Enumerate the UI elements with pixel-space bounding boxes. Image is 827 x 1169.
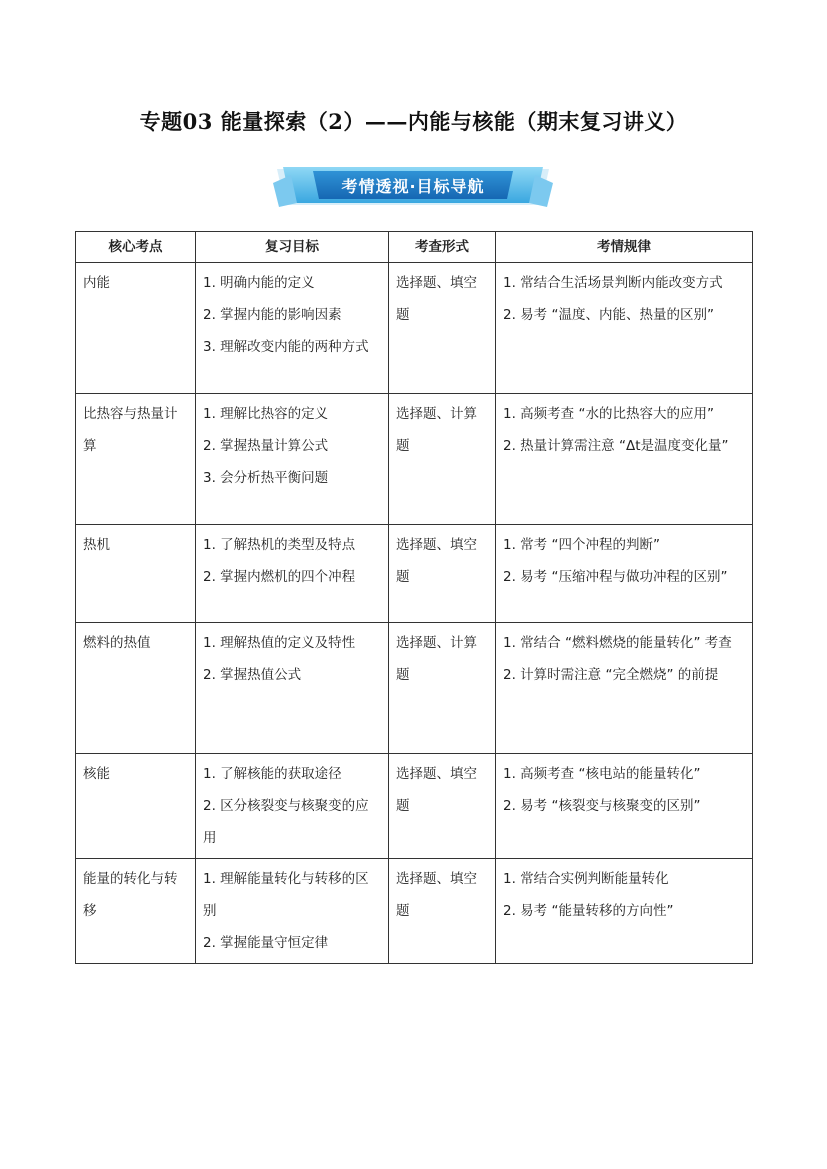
goals-cell: [196, 859, 389, 964]
table-row: [76, 394, 753, 525]
form-cell: 选择题、计算题: [389, 394, 496, 525]
goal-item: 3. 会分析热平衡问题: [203, 470, 329, 486]
header-patterns: 考情规律: [496, 232, 753, 263]
patterns-cell: [496, 263, 753, 394]
table-row: [76, 859, 753, 964]
section-banner: [273, 163, 553, 211]
goals-cell: [196, 263, 389, 394]
goals-cell: [196, 754, 389, 859]
header-topic: 核心考点: [76, 232, 196, 263]
table-row: [76, 623, 753, 754]
goal-item: 1. 了解热机的类型及特点: [203, 537, 356, 553]
table-row: [76, 263, 753, 394]
topic-cell: 能量的转化与转移: [76, 859, 196, 964]
pattern-item: 2. 易考 “能量转移的方向性”: [503, 903, 674, 919]
goal-item: 2. 掌握内能的影响因素: [203, 307, 342, 323]
pattern-item: 2. 易考 “温度、内能、热量的区别”: [503, 307, 714, 323]
patterns-cell: [496, 859, 753, 964]
table-row: [76, 525, 753, 623]
patterns-cell: [496, 623, 753, 754]
topic-cell: 比热容与热量计算: [76, 394, 196, 525]
goal-item: 1. 明确内能的定义: [203, 275, 315, 291]
pattern-item: 1. 常结合实例判断能量转化: [503, 871, 669, 887]
goal-item: 2. 掌握内燃机的四个冲程: [203, 569, 356, 585]
goal-item: 1. 理解热值的定义及特性: [203, 635, 356, 651]
goal-item: 1. 理解能量转化与转移的区别: [203, 871, 369, 919]
topic-cell: 内能: [76, 263, 196, 394]
topic-cell: 核能: [76, 754, 196, 859]
pattern-item: 2. 易考 “压缩冲程与做功冲程的区别”: [503, 569, 728, 585]
topic-cell: 燃料的热值: [76, 623, 196, 754]
form-cell: 选择题、填空题: [389, 263, 496, 394]
topic-cell: 热机: [76, 525, 196, 623]
page-title: 专题03 能量探索（2）——内能与核能（期末复习讲义）: [139, 109, 688, 134]
form-cell: 选择题、计算题: [389, 623, 496, 754]
pattern-item: 1. 高频考查 “水的比热容大的应用”: [503, 406, 714, 422]
goal-item: 2. 区分核裂变与核聚变的应用: [203, 798, 369, 846]
pattern-item: 2. 热量计算需注意 “Δt是温度变化量”: [503, 438, 729, 454]
pattern-item: 1. 常结合 “燃料燃烧的能量转化” 考查: [503, 635, 732, 651]
table-header-row: [76, 232, 753, 263]
patterns-cell: [496, 394, 753, 525]
goal-item: 2. 掌握能量守恒定律: [203, 935, 329, 951]
goal-item: 1. 了解核能的获取途径: [203, 766, 342, 782]
form-cell: 选择题、填空题: [389, 859, 496, 964]
goal-item: 1. 理解比热容的定义: [203, 406, 329, 422]
pattern-item: 2. 计算时需注意 “完全燃烧” 的前提: [503, 667, 719, 683]
goal-item: 3. 理解改变内能的两种方式: [203, 339, 369, 355]
pattern-item: 1. 常结合生活场景判断内能改变方式: [503, 275, 723, 291]
header-form: 考查形式: [389, 232, 496, 263]
goals-cell: [196, 394, 389, 525]
goal-item: 2. 掌握热量计算公式: [203, 438, 329, 454]
patterns-cell: [496, 525, 753, 623]
review-table: [75, 231, 753, 964]
patterns-cell: [496, 754, 753, 859]
pattern-item: 2. 易考 “核裂变与核聚变的区别”: [503, 798, 701, 814]
pattern-item: 1. 高频考查 “核电站的能量转化”: [503, 766, 701, 782]
header-goals: 复习目标: [196, 232, 389, 263]
form-cell: 选择题、填空题: [389, 754, 496, 859]
pattern-item: 1. 常考 “四个冲程的判断”: [503, 537, 660, 553]
goals-cell: [196, 525, 389, 623]
goal-item: 2. 掌握热值公式: [203, 667, 302, 683]
banner-title: 考情透视·目标导航: [341, 177, 485, 196]
form-cell: 选择题、填空题: [389, 525, 496, 623]
goals-cell: [196, 623, 389, 754]
table-row: [76, 754, 753, 859]
